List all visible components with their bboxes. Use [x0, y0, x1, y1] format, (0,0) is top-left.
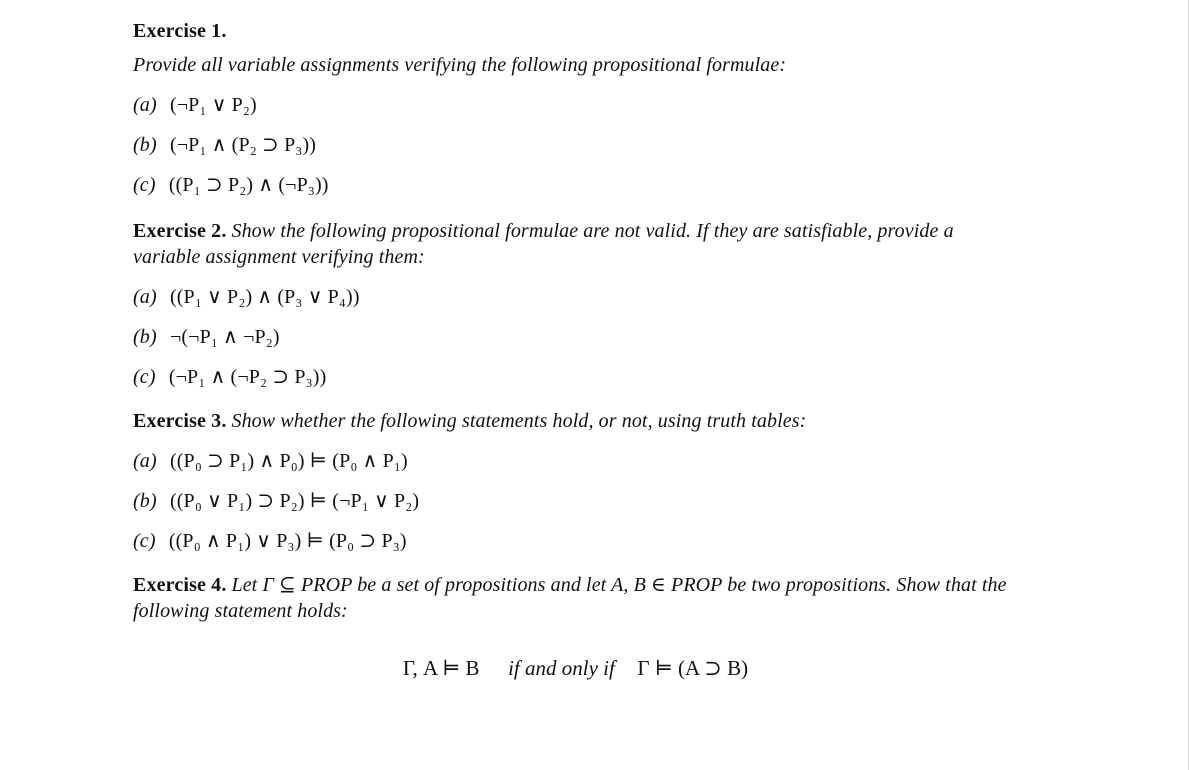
exercise-2-item-a: [133, 284, 1023, 310]
exercise-2-heading: [133, 218, 1023, 270]
exercise-3-prompt: Show whether the following statements hold, or not, using truth tables:: [231, 410, 807, 432]
statement-middle: if and only if: [508, 656, 615, 680]
item-label: (a): [133, 286, 157, 308]
exercise-4: [133, 572, 1023, 682]
item-formula: (¬P₁ ∨ P₂): [169, 94, 257, 116]
exercise-1: [133, 18, 1023, 198]
item-label: (a): [133, 94, 157, 116]
exercise-2-item-c: [133, 364, 1023, 390]
exercise-4-statement: [133, 654, 1018, 682]
exercise-3-item-c: [133, 528, 1023, 554]
statement-left: Γ, A ⊨ B: [402, 656, 480, 680]
exercise-4-heading: [133, 572, 1023, 624]
item-formula: ¬(¬P₁ ∧ ¬P₂): [169, 326, 280, 348]
item-formula: (¬P₁ ∧ (¬P₂ ⊃ P₃)): [168, 366, 327, 388]
exercise-1-item-b: [133, 132, 1023, 158]
exercise-2-title: Exercise 2.: [133, 220, 227, 242]
exercise-1-item-a: [133, 92, 1023, 118]
exercise-3-item-b: [133, 488, 1023, 514]
item-formula: ((P₁ ⊃ P₂) ∧ (¬P₃)): [168, 174, 329, 196]
exercise-3-heading: [133, 408, 1023, 434]
item-label: (c): [133, 530, 156, 552]
exercise-1-prompt: Provide all variable assignments verifying the following propositional formulae:: [133, 54, 787, 76]
item-label: (b): [133, 490, 157, 512]
exercise-2-prompt: Show the following propositional formulae are not valid. If they are satisfiable, provide a variable assignment verifying them:: [133, 220, 954, 268]
exercise-1-heading: [133, 18, 1023, 44]
exercise-1-title: Exercise 1.: [133, 20, 227, 42]
exercise-3-title: Exercise 3.: [133, 410, 227, 432]
item-formula: (¬P₁ ∧ (P₂ ⊃ P₃)): [169, 134, 317, 156]
item-formula: ((P₁ ∨ P₂) ∧ (P₃ ∨ P₄)): [169, 286, 360, 308]
statement-right: Γ ⊨ (A ⊃ B): [637, 656, 749, 680]
item-label: (a): [133, 450, 157, 472]
exercise-3-item-a: [133, 448, 1023, 474]
exercise-2: [133, 218, 1023, 390]
document-content: [133, 18, 1023, 682]
exercise-4-title: Exercise 4.: [133, 574, 227, 596]
spacer: [133, 554, 1023, 572]
item-formula: ((P₀ ∨ P₁) ⊃ P₂) ⊨ (¬P₁ ∨ P₂): [169, 490, 420, 512]
exercise-1-item-c: [133, 172, 1023, 198]
item-label: (c): [133, 174, 156, 196]
exercise-2-item-b: [133, 324, 1023, 350]
exercise-4-prompt: Let Γ ⊆ PROP be a set of propositions and let A, B ∈ PROP be two propositions. Show that the following statement holds:: [133, 574, 1007, 622]
spacer: [133, 198, 1023, 218]
item-label: (b): [133, 134, 157, 156]
item-label: (b): [133, 326, 157, 348]
spacer: [133, 390, 1023, 408]
item-formula: ((P₀ ⊃ P₁) ∧ P₀) ⊨ (P₀ ∧ P₁): [169, 450, 408, 472]
exercise-3: [133, 408, 1023, 554]
item-formula: ((P₀ ∧ P₁) ∨ P₃) ⊨ (P₀ ⊃ P₃): [168, 530, 407, 552]
item-label: (c): [133, 366, 156, 388]
